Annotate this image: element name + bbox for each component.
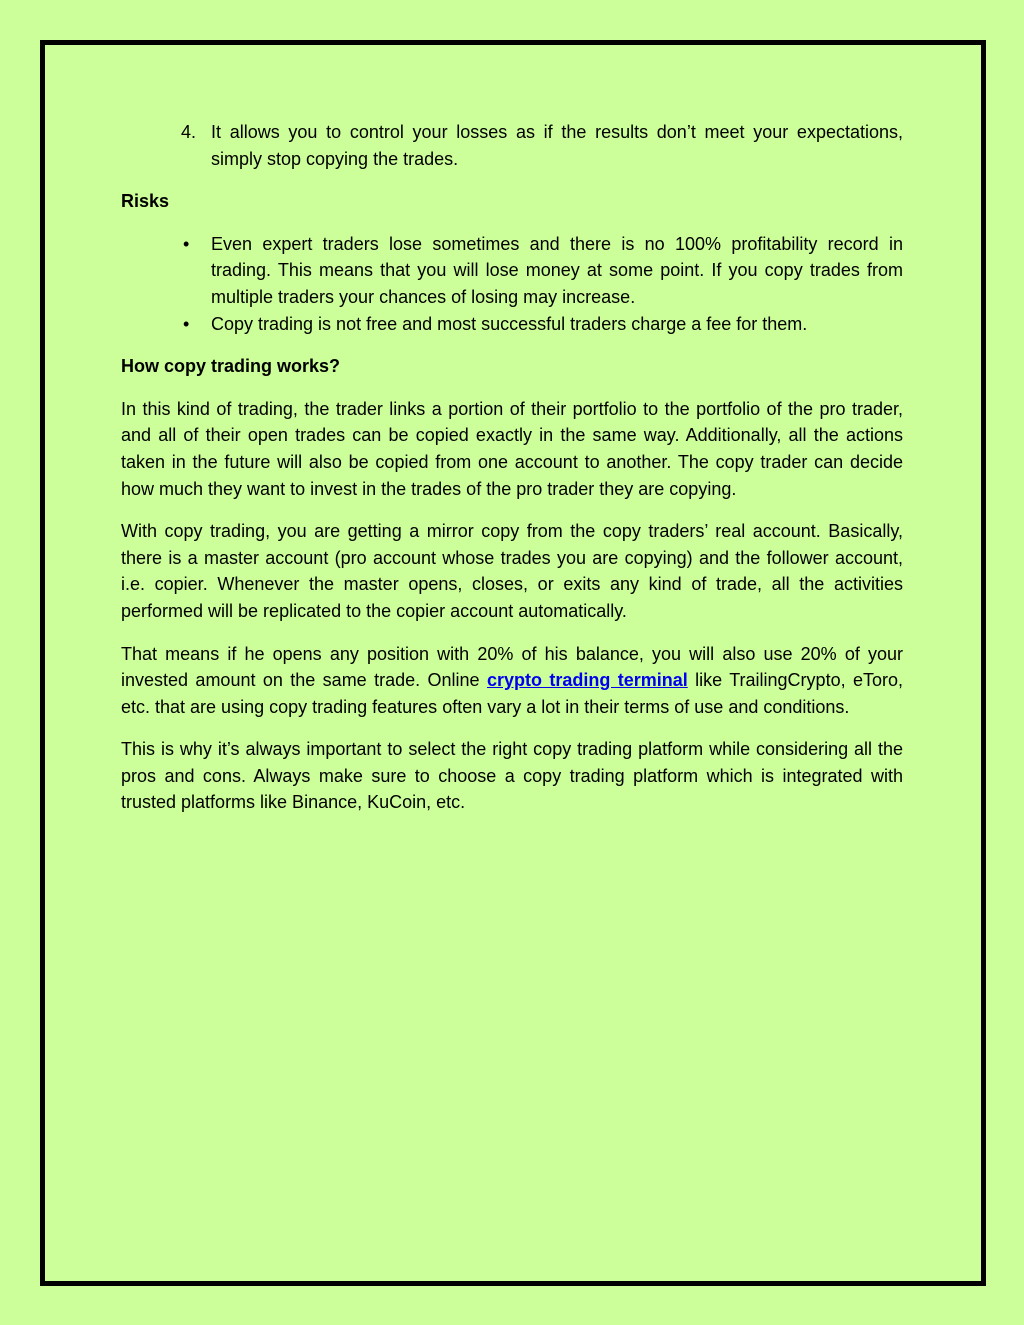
list-item-text: Copy trading is not free and most successful traders charge a fee for them. xyxy=(211,313,808,334)
paragraph-mirror-copy: With copy trading, you are getting a mirror copy from the copy traders’ real account. Basically, there is a master account (pro account whose trades you are copying) and the follower account, i.e. copier. Whenever the master opens, closes, or exits any kind of trade, all the activities performed will be replicated to the copier account automatically. xyxy=(121,521,903,621)
paragraph-text-before-link: That means if he opens any position with 20% of his balance, you will also use 20% of your invested amount on the same trade. Online xyxy=(121,643,903,691)
list-item-text: Even expert traders lose sometimes and there is no 100% profitability record in trading. This means that you will lose money at some point. If you copy trades from multiple traders your chances of losing may increase. xyxy=(211,233,903,307)
numbered-item-4 xyxy=(121,119,903,172)
bullet-icon: • xyxy=(183,313,190,334)
item-number: 4. xyxy=(181,122,197,142)
list-item xyxy=(121,311,903,338)
list-item xyxy=(121,231,903,311)
paragraph-choose-platform: This is why it’s always important to select the right copy trading platform while considering all the pros and cons. Always make sure to choose a copy trading platform which is integrated with trusted platforms like Binance, KuCoin, etc. xyxy=(121,739,903,813)
item-text: It allows you to control your losses as if the results don’t meet your expectations, simply stop copying the trades. xyxy=(211,122,903,169)
paragraph-text-after-link: like TrailingCrypto, eToro, etc. that are using copy trading features often vary a lot in their terms of use and conditions. xyxy=(121,670,903,717)
crypto-trading-terminal-link[interactable]: crypto trading terminal xyxy=(486,670,688,691)
risks-heading: Risks xyxy=(121,191,170,212)
risks-list xyxy=(121,231,903,337)
paragraph-portfolio-links: In this kind of trading, the trader links a portion of their portfolio to the portfolio of the pro trader, and all of their open trades can be copied exactly in the same way. Additionally, all the actions taken in the future will also be copied from one account to another. The copy trader can decide how much they want to invest in the trades of the pro trader they are copying. xyxy=(121,398,903,499)
how-heading: How copy trading works? xyxy=(121,356,341,377)
document-body xyxy=(121,119,903,832)
bullet-icon: • xyxy=(183,233,190,254)
paragraph-balance xyxy=(121,641,903,721)
